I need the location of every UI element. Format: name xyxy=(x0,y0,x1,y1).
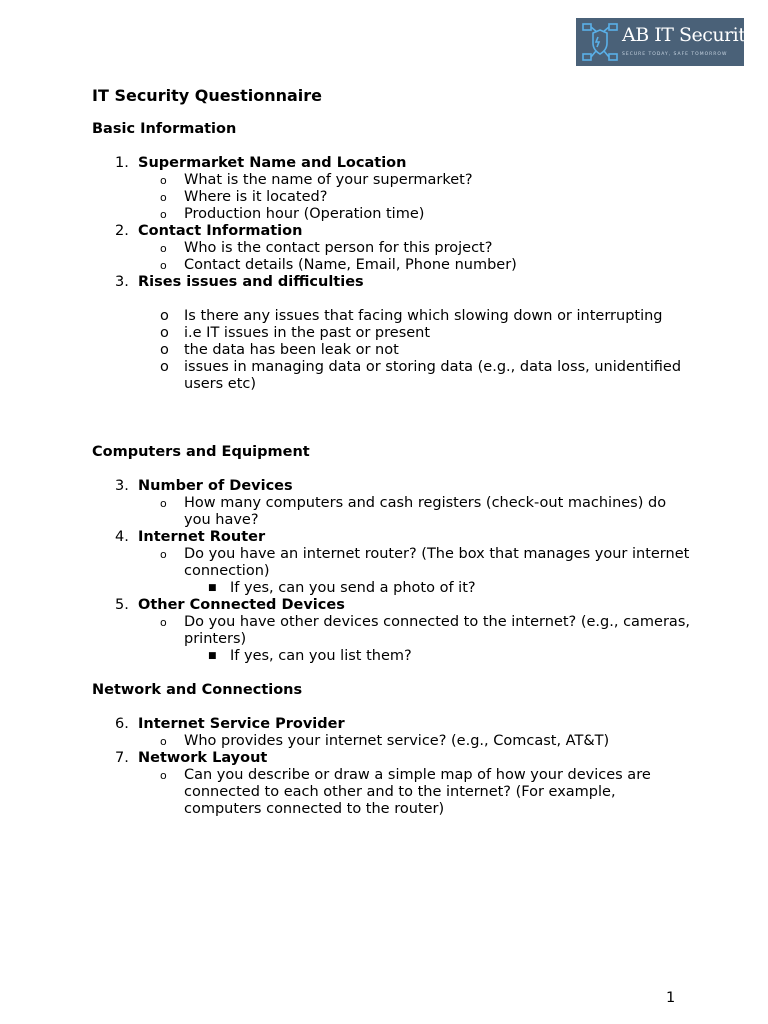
sub-item-text: Who is the contact person for this project? xyxy=(184,240,493,256)
item-label: Network Layout xyxy=(138,750,268,766)
questionnaire-body xyxy=(92,86,692,818)
circle-bullet-icon: o xyxy=(160,769,167,782)
sub-item-text: Who provides your internet service? (e.g., Comcast, AT&T) xyxy=(184,733,610,749)
circle-bullet-icon: o xyxy=(160,548,167,561)
item-internet-router xyxy=(92,529,692,546)
item-number: 7. xyxy=(115,750,129,766)
section-basic-information: Basic Information xyxy=(92,121,237,137)
item-number: 1. xyxy=(115,155,129,171)
item-network-layout xyxy=(92,750,692,767)
circle-bullet-icon: o xyxy=(160,497,167,510)
sub-item xyxy=(92,206,692,223)
circle-bullet-icon: o xyxy=(160,174,167,187)
item-label: Rises issues and difficulties xyxy=(138,274,364,290)
network-shield-icon xyxy=(580,21,620,63)
sub-item xyxy=(92,257,692,274)
sub-item xyxy=(92,614,692,648)
item-label: Contact Information xyxy=(138,223,303,239)
item-other-connected-devices xyxy=(92,597,692,614)
sub-item xyxy=(92,325,692,342)
circle-bullet-icon: o xyxy=(160,359,169,375)
item-supermarket-name xyxy=(92,155,692,172)
sub-item xyxy=(92,767,692,818)
sub-sub-item xyxy=(92,648,692,665)
sub-item-text: How many computers and cash registers (check-out machines) do you have? xyxy=(184,495,667,528)
sub-item-text: i.e IT issues in the past or present xyxy=(184,325,431,341)
item-label: Number of Devices xyxy=(138,478,293,494)
sub-item-text: Is there any issues that facing which slowing down or interrupting xyxy=(184,308,663,324)
page-number: 1 xyxy=(666,990,676,1006)
circle-bullet-icon: o xyxy=(160,342,169,358)
sub-item xyxy=(92,546,692,580)
item-number: 4. xyxy=(115,529,129,545)
item-label: Internet Service Provider xyxy=(138,716,345,732)
sub-item xyxy=(92,495,692,529)
circle-bullet-icon: o xyxy=(160,325,169,341)
sub-item-text: Contact details (Name, Email, Phone number) xyxy=(184,257,517,273)
circle-bullet-icon: o xyxy=(160,735,167,748)
sub-item-text: Do you have an internet router? (The box that manages your internet connection) xyxy=(184,546,690,579)
item-internet-service-provider xyxy=(92,716,692,733)
sub-item-text: issues in managing data or storing data (e.g., data loss, unidentified users etc) xyxy=(184,359,682,392)
circle-bullet-icon: o xyxy=(160,191,167,204)
item-label: Supermarket Name and Location xyxy=(138,155,407,171)
sub-item-text: Where is it located? xyxy=(184,189,328,205)
circle-bullet-icon: o xyxy=(160,616,167,629)
item-number: 3. xyxy=(115,478,129,494)
section-network-connections: Network and Connections xyxy=(92,682,303,698)
sub-item xyxy=(92,189,692,206)
logo-tagline: SECURE TODAY, SAFE TOMORROW xyxy=(622,52,728,57)
sub-item xyxy=(92,359,692,393)
item-issues-difficulties xyxy=(92,274,692,291)
sub-item xyxy=(92,733,692,750)
sub-item-text: the data has been leak or not xyxy=(184,342,399,358)
sub-item-text: Can you describe or draw a simple map of how your devices are connected to each other and to the internet? (For example, computers connected to the router) xyxy=(184,767,651,817)
item-number: 5. xyxy=(115,597,129,613)
circle-bullet-icon: o xyxy=(160,259,167,272)
sub-item xyxy=(92,308,692,325)
logo-name: AB IT Security xyxy=(622,24,756,46)
sub-item xyxy=(92,240,692,257)
sub-item-text: Do you have other devices connected to the internet? (e.g., cameras, printers) xyxy=(184,614,690,647)
sub-sub-item-text: If yes, can you list them? xyxy=(230,648,412,664)
sub-item xyxy=(92,342,692,359)
item-number: 3. xyxy=(115,274,129,290)
circle-bullet-icon: o xyxy=(160,242,167,255)
item-number: 2. xyxy=(115,223,129,239)
item-number-of-devices xyxy=(92,478,692,495)
sub-sub-item xyxy=(92,580,692,597)
sub-item-text: Production hour (Operation time) xyxy=(184,206,425,222)
sub-sub-item-text: If yes, can you send a photo of it? xyxy=(230,580,476,596)
document-title: IT Security Questionnaire xyxy=(92,86,323,105)
item-label: Internet Router xyxy=(138,529,266,545)
section-computers-equipment: Computers and Equipment xyxy=(92,444,310,460)
item-contact-information xyxy=(92,223,692,240)
square-bullet-icon: ■ xyxy=(208,651,217,661)
sub-item-text: What is the name of your supermarket? xyxy=(184,172,473,188)
square-bullet-icon: ■ xyxy=(208,583,217,593)
circle-bullet-icon: o xyxy=(160,208,167,221)
sub-item xyxy=(92,172,692,189)
company-logo xyxy=(576,18,756,66)
item-label: Other Connected Devices xyxy=(138,597,345,613)
circle-bullet-icon: o xyxy=(160,308,169,324)
item-number: 6. xyxy=(115,716,129,732)
